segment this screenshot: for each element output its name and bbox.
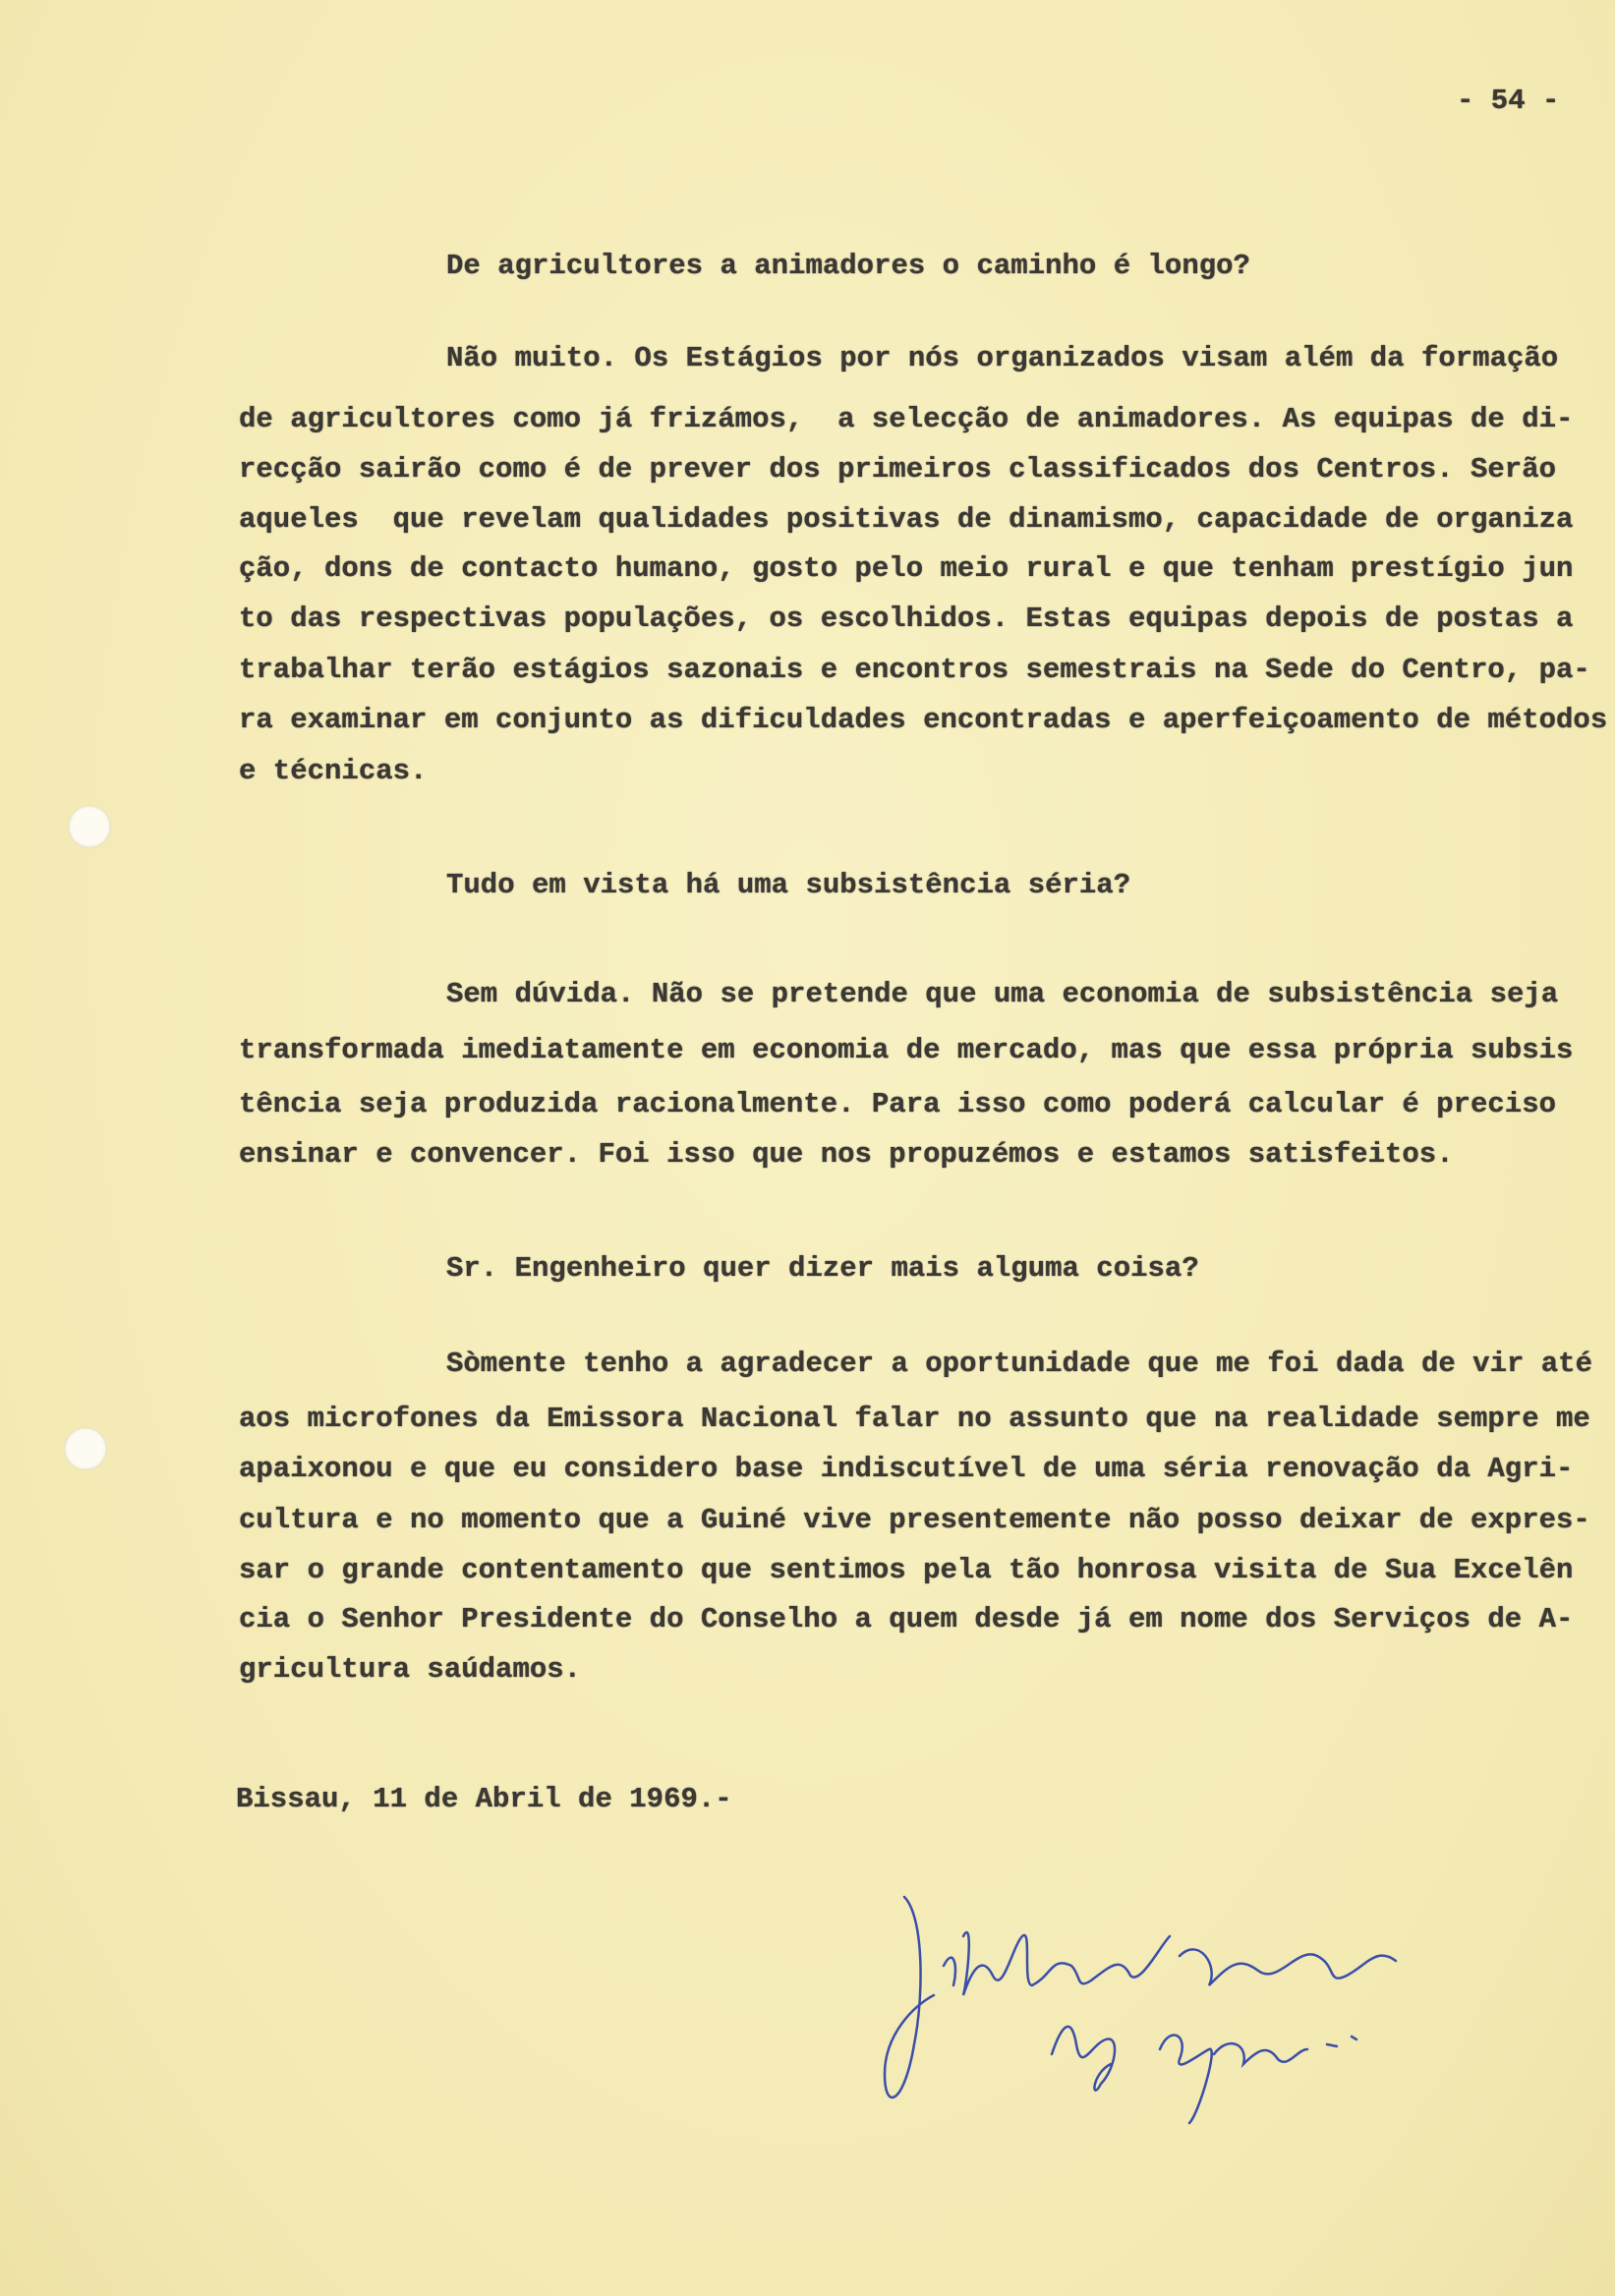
dateline: Bissau, 11 de Abril de 1969.- — [236, 1783, 732, 1815]
body-line: Não muito. Os Estágios por nós organizados visam além da formação — [446, 342, 1559, 374]
body-line: cultura e no momento que a Guiné vive presentemente não posso deixar de expres- — [239, 1504, 1590, 1536]
body-line: e técnicas. — [239, 755, 428, 787]
section-heading: Sr. Engenheiro quer dizer mais alguma coisa? — [446, 1252, 1199, 1285]
body-line: trabalhar terão estágios sazonais e encontros semestrais na Sede do Centro, pa- — [239, 654, 1590, 686]
body-line: gricultura saúdamos. — [239, 1653, 582, 1686]
section-heading: Tudo em vista há uma subsistência séria? — [446, 869, 1131, 901]
punch-hole — [68, 805, 111, 848]
section-heading: De agricultores a animadores o caminho é longo? — [446, 250, 1250, 282]
handwritten-signature — [865, 1877, 1514, 2152]
body-line: sar o grande contentamento que sentimos pela tão honrosa visita de Sua Excelên — [239, 1554, 1574, 1586]
body-line: aqueles que revelam qualidades positivas de dinamismo, capacidade de organiza — [239, 503, 1574, 536]
punch-hole — [64, 1427, 107, 1470]
body-line: de agricultores como já frizámos, a selecção de animadores. As equipas de di- — [239, 403, 1574, 435]
body-line: apaixonou e que eu considero base indiscutível de uma séria renovação da Agri- — [239, 1453, 1574, 1485]
body-line: ção, dons de contacto humano, gosto pelo meio rural e que tenham prestígio jun — [239, 552, 1574, 585]
body-line: recção sairão como é de prever dos primeiros classificados dos Centros. Serão — [239, 453, 1557, 486]
body-line: to das respectivas populações, os escolhidos. Estas equipas depois de postas a — [239, 603, 1574, 635]
page-number: - 54 - — [1457, 85, 1560, 117]
body-line: Sòmente tenho a agradecer a oportunidade que me foi dada de vir até — [446, 1348, 1592, 1380]
body-line: ensinar e convencer. Foi isso que nos propuzémos e estamos satisfeitos. — [239, 1138, 1454, 1171]
body-line: tência seja produzida racionalmente. Para isso como poderá calcular é preciso — [239, 1088, 1557, 1120]
body-line: transformada imediatamente em economia de mercado, mas que essa própria subsis — [239, 1034, 1574, 1066]
body-line: cia o Senhor Presidente do Conselho a quem desde já em nome dos Serviços de A- — [239, 1603, 1574, 1636]
body-line: Sem dúvida. Não se pretende que uma economia de subsistência seja — [446, 978, 1559, 1010]
body-line: aos microfones da Emissora Nacional falar no assunto que na realidade sempre me — [239, 1403, 1590, 1435]
body-line: ra examinar em conjunto as dificuldades encontradas e aperfeiçoamento de métodos — [239, 704, 1608, 736]
